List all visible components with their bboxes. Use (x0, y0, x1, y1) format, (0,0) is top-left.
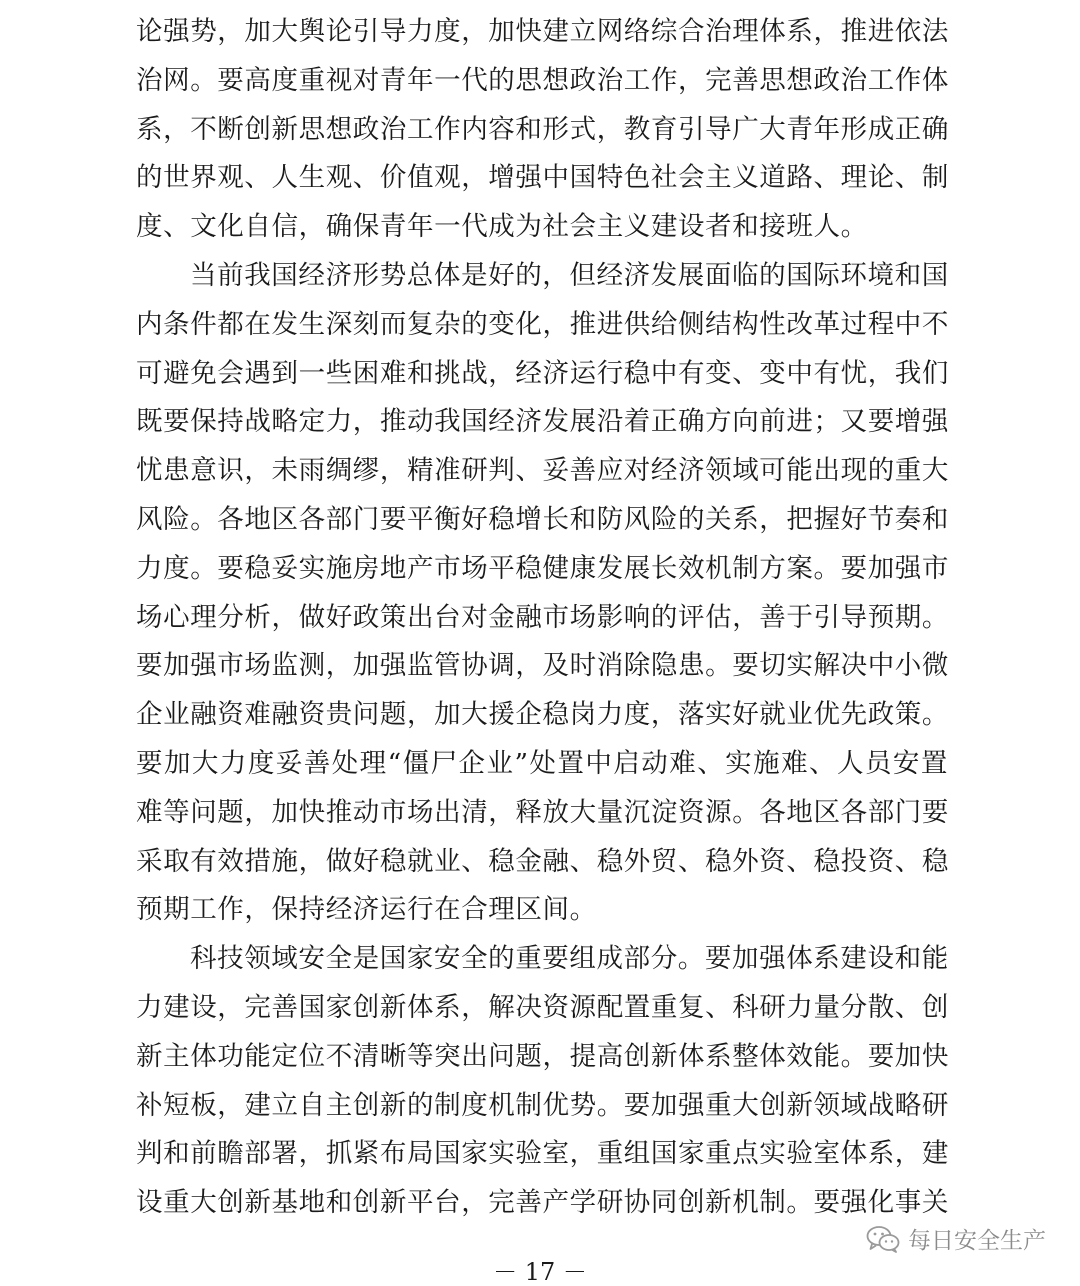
body-text (136, 8, 948, 1228)
text-line: 既要保持战略定力，推动我国经济发展沿着正确方向前进；又要增强 (136, 406, 949, 438)
text-line: 风险。各地区各部门要平衡好稳增长和防风险的关系，把握好节奏和 (136, 503, 949, 535)
wechat-icon (866, 1225, 900, 1253)
paragraph-start: 科技领域安全是国家安全的重要组成部分。要加强体系建设和能 (190, 943, 949, 975)
text-line: 要加强市场监测，加强监管协调，及时消除隐患。要切实解决中小微 (136, 650, 949, 682)
text-line: 可避免会遇到一些困难和挑战，经济运行稳中有变、变中有忧，我们 (136, 357, 949, 389)
text-line: 设重大创新基地和创新平台，完善产学研协同创新机制。要强化事关 (136, 1187, 949, 1219)
text-line: 系，不断创新思想政治工作内容和形式，教育引导广大青年形成正确 (136, 113, 949, 145)
text-line: 治网。要高度重视对青年一代的思想政治工作，完善思想政治工作体 (136, 64, 949, 96)
page-number: － 17 － (493, 1258, 587, 1286)
text-line: 补短板，建立自主创新的制度机制优势。要加强重大创新领域战略研 (136, 1089, 949, 1121)
text-line: 新主体功能定位不清晰等突出问题，提高创新体系整体效能。要加快 (136, 1040, 949, 1072)
text-line: 的世界观、人生观、价值观，增强中国特色社会主义道路、理论、制 (136, 162, 949, 194)
text-line: 预期工作，保持经济运行在合理区间。 (136, 894, 597, 926)
text-line: 论强势，加大舆论引导力度，加快建立网络综合治理体系，推进依法 (136, 16, 949, 47)
text-line: 判和前瞻部署，抓紧布局国家实验室，重组国家重点实验室体系，建 (136, 1138, 949, 1170)
watermark-text: 每日安全生产 (908, 1228, 1046, 1254)
text-line: 要加大力度妥善处理“僵尸企业”处置中启动难、实施难、人员安置 (136, 747, 948, 779)
text-line: 忧患意识，未雨绸缪，精准研判、妥善应对经济领域可能出现的重大 (136, 455, 949, 487)
text-line: 场心理分析，做好政策出台对金融市场影响的评估，善于引导预期。 (136, 601, 949, 633)
text-line: 力建设，完善国家创新体系，解决资源配置重复、科研力量分散、创 (136, 991, 949, 1023)
text-line: 难等问题，加快推动市场出清，释放大量沉淀资源。各地区各部门要 (136, 796, 949, 828)
text-line: 企业融资难融资贵问题，加大援企稳岗力度，落实好就业优先政策。 (136, 699, 949, 731)
text-line: 内条件都在发生深刻而复杂的变化，推进供给侧结构性改革过程中不 (136, 308, 949, 340)
paragraph-start: 当前我国经济形势总体是好的，但经济发展面临的国际环境和国 (190, 259, 949, 291)
text-line: 度、文化自信，确保青年一代成为社会主义建设者和接班人。 (136, 211, 868, 243)
text-line: 力度。要稳妥实施房地产市场平稳健康发展长效机制方案。要加强市 (136, 552, 949, 584)
watermark (866, 1222, 1046, 1255)
text-line: 采取有效措施，做好稳就业、稳金融、稳外贸、稳外资、稳投资、稳 (136, 845, 949, 877)
